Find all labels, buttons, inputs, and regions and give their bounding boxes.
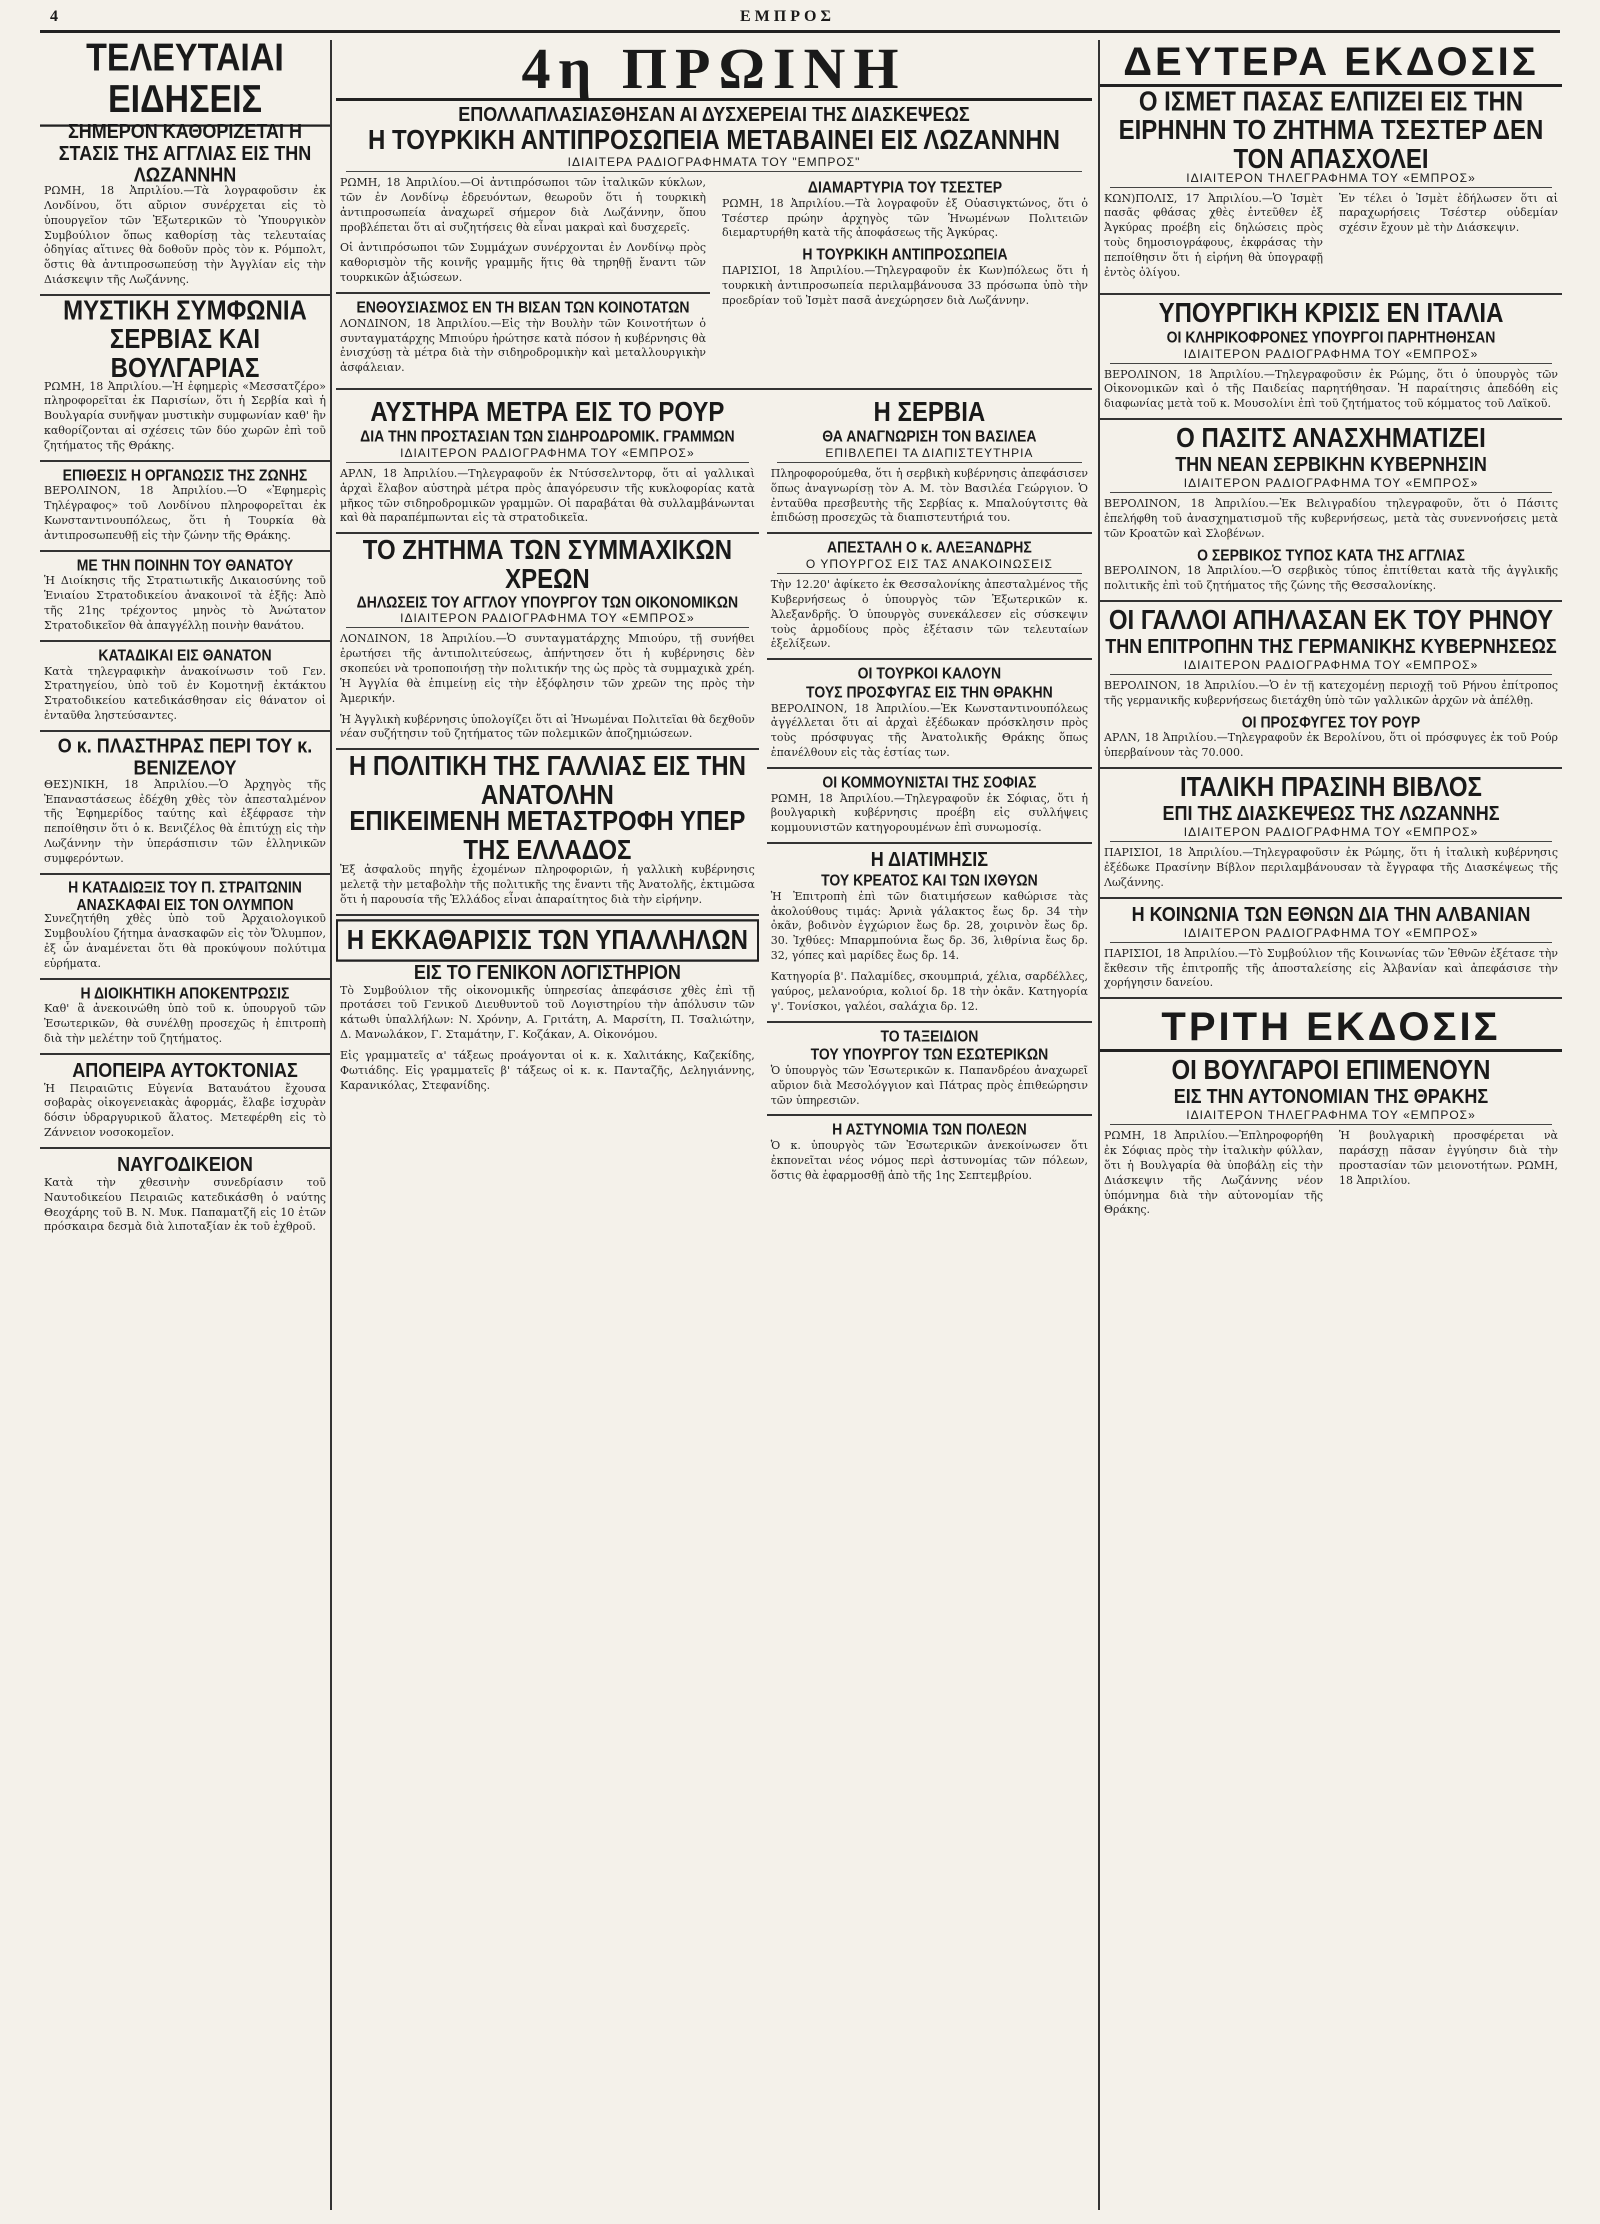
article-headline: ΤΟ ΖΗΤΗΜΑ ΤΩΝ ΣΥΜΜΑΧΙΚΩΝ ΧΡΕΩΝ: [362, 535, 733, 596]
article-body: Ὁ κ. ὑπουργὸς τῶν Ἐσωτερικῶν ἀνεκοίνωσεν ὅτι ἐκπονεῖται νέος νόμος περὶ ἀστυνομίας τῶν πόλεων, ὅστις θὰ ἐφαρμοσθῇ ἀπὸ τῆς 1ης Σεπτεμβρίου.: [770, 1139, 1088, 1182]
dispatch-label: ΙΔΙΑΙΤΕΡΟΝ ΤΗΛΕΓΡΑΦΗΜΑ ΤΟΥ «ΕΜΠΡΟΣ»: [1110, 171, 1552, 188]
article-body: ΑΡΛΝ, 18 Ἀπριλίου.—Τηλεγραφοῦν ἐκ Ντύσσελντορφ, ὅτι αἱ γαλλικαὶ ἀρχαὶ ἔλαβον αὐστηρὰ μέτρα πρὸς ἀπαγόρευσιν τῆς κυκλοφορίας κατὰ μῆκος τῶν σιδηροδρομικῶν γραμμῶν. Οἱ παραβάται θὰ συλλαμβάνωνται καὶ θὰ παραπέμπωνται εἰς τὰ στρατοδικεῖα.: [340, 466, 755, 525]
article-body: ΡΩΜΗ, 18 Ἀπριλίου.—Ἡ ἐφημερὶς «Μεσσατζέρο» πληροφορεῖται ἐκ Παρισίων, ὅτι ἡ Σερβία καὶ ἡ Βουλγαρία συνῆψαν μυστικὴν συμφωνίαν καθ' ἣν καθορίζονται αἱ σχέσεις τῶν δύο χωρῶν ἐπὶ τοῦ ζητήματος τῆς Θράκης.: [44, 379, 326, 452]
article-headline: Η ΑΣΤΥΝΟΜΙΑ ΤΩΝ ΠΟΛΕΩΝ: [832, 1120, 1027, 1139]
article-body: Εἰς γραμματεῖς α' τάξεως προάγονται οἱ κ. κ. Χαλιτάκης, Καζεκίδης, Φωτιάδης. Εἰς γραμματεῖς β' τάξεως οἱ κ. κ. Πανταζῆς, Δεληγιάννης, Καρανικόλας, Στεφανίδης.: [340, 1049, 755, 1092]
article-body: ΒΕΡΟΛΙΝΟΝ, 18 Ἀπριλίου.—Τηλεγραφοῦσιν ἐκ Ρώμης, ὅτι ὁ ὑπουργὸς τῶν Οἰκονομικῶν καὶ ὁ τῆς Παιδείας παρητήθησαν. Ἡ παραίτησις ἀπεδόθη εἰς διαφωνίας μετὰ τοῦ κ. Μουσολίνι ἐπὶ τοῦ ζητήματος τοῦ κόμματος τοῦ Λαϊκοῦ.: [1104, 367, 1558, 411]
dispatch-label: ΙΔΙΑΙΤΕΡΟΝ ΤΗΛΕΓΡΑΦΗΜΑ ΤΟΥ «ΕΜΠΡΟΣ»: [1110, 1108, 1552, 1125]
latest-news-title: ΤΕΛΕΥΤΑΙΑΙ ΕΙΔΗΣΕΙΣ: [40, 40, 330, 127]
article-headline: ΙΤΑΛΙΚΗ ΠΡΑΣΙΝΗ ΒΙΒΛΟΣ: [1180, 772, 1482, 804]
article-headline: ΑΠΕΣΤΑΛΗ Ο κ. ΑΛΕΞΑΝΔΡΗΣ: [827, 538, 1032, 557]
article-headline: ΟΙ ΤΟΥΡΚΟΙ ΚΑΛΟΥΝ: [857, 663, 1002, 683]
dispatch-label: ΙΔΙΑΙΤΕΡΟΝ ΡΑΔΙΟΓΡΑΦΗΜΑ ΤΟΥ «ΕΜΠΡΟΣ»: [1110, 926, 1552, 943]
article-headline: ΝΑΥΓΟΔΙΚΕΙΟΝ: [117, 1152, 253, 1176]
article-body: ΡΩΜΗ, 18 Ἀπριλίου.—Ἐπληροφορήθη ἐκ Σόφιας πρὸς τὴν ἰταλικὴν φύλλαν, ὅτι ἡ Βουλγαρία θὰ ὑποβάλῃ εἰς τὴν Διάσκεψιν τῆς Λωζάννης νέον ὑπόμνημα διὰ τὴν αὐτονομίαν τῆς Θράκης.: [1104, 1129, 1323, 1217]
dispatch-label: ΙΔΙΑΙΤΕΡΟΝ ΡΑΔΙΟΓΡΑΦΗΜΑ ΤΟΥ «ΕΜΠΡΟΣ»: [1110, 658, 1552, 675]
article-body: ΡΩΜΗ, 18 Ἀπριλίου.—Τηλεγραφοῦν ἐκ Σόφιας, ὅτι ἡ βουλγαρικὴ κυβέρνησις προέβη εἰς συλλήψεις κομμουνιστῶν κατηγορουμένων ἐπὶ συνωμοσίᾳ.: [770, 791, 1088, 835]
article-subheadline: ΕΙΣ ΤΟ ΓΕΝΙΚΟΝ ΛΟΓΙΣΤΗΡΙΟΝ: [413, 960, 681, 984]
article-body: ΚΩΝ)ΠΟΛΙΣ, 17 Ἀπριλίου.—Ὁ Ἰσμὲτ πασᾶς φθάσας χθὲς ἐντεῦθεν ἐξ Ἀγκύρας προέβη εἰς δηλώσεις πρὸς τοὺς δημοσιογράφους, ἐκφράσας τὴν πεποίθησιν ὅτι ἡ εἰρήνη θὰ ὑπογραφῇ ἐντὸς ὀλίγου.: [1104, 191, 1323, 279]
article-body: ΡΩΜΗ, 18 Ἀπριλίου.—Τὰ λογραφοῦν ἐξ Οὐασιγκτώνος, ὅτι ὁ Τσέστερ πρώην ἀρχηγὸς τῶν Ἡνωμένων Πολιτειῶν διεμαρτυρήθη κατὰ τῆς ἀποφάσεως τῆς Ἀγκύρας.: [722, 196, 1088, 240]
article-body: Συνεζητήθη χθὲς ὑπὸ τοῦ Ἀρχαιολογικοῦ Συμβουλίου ζήτημα ἀνασκαφῶν εἰς τὸν Ὄλυμπον, ἐξ ὧν ἀναμένεται ὅτι θὰ προκύψουν πολύτιμα εὑρήματα.: [44, 912, 326, 970]
dispatch-label: ΙΔΙΑΙΤΕΡΟΝ ΡΑΔΙΟΓΡΑΦΗΜΑ ΤΟΥ «ΕΜΠΡΟΣ»: [1110, 825, 1552, 842]
article-body: Ἡ βουλγαρικὴ προσφέρεται νὰ παράσχῃ πᾶσαν ἐγγύησιν διὰ τὴν προστασίαν τῶν μειονοτήτων. ΡΩΜΗ, 18 Ἀπριλίου.: [1339, 1129, 1558, 1187]
article-subheadline: ΘΑ ΑΝΑΓΝΩΡΙΣΗ ΤΟΝ ΒΑΣΙΛΕΑ: [822, 426, 1037, 446]
article-headline: ΟΙ ΚΟΜΜΟΥΝΙΣΤΑΙ ΤΗΣ ΣΟΦΙΑΣ: [822, 772, 1037, 792]
third-edition-title: ΤΡΙΤΗ ΕΚΔΟΣΙΣ: [1100, 1005, 1562, 1052]
article-body: Ἡ Πειραιῶτις Εὐγενία Βαταυάτου ἔχουσα σοβαρὰς οἰκογενειακὰς ἀφορμάς, ἔλαβε ἰσχυρὰν δόσιν ὑδραργυρικοῦ ἅλατος. Μετεφέρθη εἰς τὸ Ζάννειον νοσοκομεῖον.: [44, 1081, 326, 1140]
dispatch-label: ΙΔΙΑΙΤΕΡΟΝ ΡΑΔΙΟΓΡΑΦΗΜΑ ΤΟΥ «ΕΜΠΡΟΣ»: [1110, 476, 1552, 493]
article-headline: ΚΑΤΑΔΙΚΑΙ ΕΙΣ ΘΑΝΑΤΟΝ: [98, 645, 272, 665]
article-subheadline: ΕΠΙ ΤΗΣ ΔΙΑΣΚΕΨΕΩΣ ΤΗΣ ΛΩΖΑΝΝΗΣ: [1162, 801, 1500, 825]
article-subheadline: ΔΗΛΩΣΕΙΣ ΤΟΥ ΑΓΓΛΟΥ ΥΠΟΥΡΓΟΥ ΤΩΝ ΟΙΚΟΝΟΜΙΚΩΝ: [356, 592, 739, 611]
dispatch-label: Ο ΥΠΟΥΡΓΟΣ ΕΙΣ ΤΑΣ ΑΝΑΚΟΙΝΩΣΕΙΣ: [777, 557, 1082, 574]
article-headline: Η ΔΙΟΙΚΗΤΙΚΗ ΑΠΟΚΕΝΤΡΩΣΙΣ: [80, 983, 290, 1002]
article-body: ΠΑΡΙΣΙΟΙ, 18 Ἀπριλίου.—Τηλεγραφοῦν ἐκ Κων)πόλεως ὅτι ἡ τουρκικὴ ἀντιπροσωπεία περιλαμβάνουσα 33 πρόσωπα ὑπὸ τὴν προεδρίαν τοῦ Ἰσμὲτ πασᾶ ἀνεχώρησεν διὰ Λωζάννην.: [722, 263, 1088, 307]
edition-title: 4η ΠΡΩΙΝΗ: [336, 40, 1092, 101]
left-column: [40, 40, 332, 2210]
article-headline: ΑΠΟΠΕΙΡΑ ΑΥΤΟΚΤΟΝΙΑΣ: [72, 1058, 298, 1082]
article-body: Κατηγορία β'. Παλαμίδες, σκουμπριά, χέλια, σαρδέλλες, γαύρος, μελανούρια, κολιοί δρ. 18 τὴν ὀκᾶν. Κατηγορία γ'. Τονίσκοι, γαλέοι, σαλάχια δρ. 12.: [770, 969, 1088, 1013]
article-body: Ἡ Ἐπιτροπὴ ἐπὶ τῶν διατιμήσεων καθώρισε τὰς ἀκολούθους τιμάς: Ἀρνιὰ γάλακτος ἔως δρ. 34 τὴν ὀκᾶν, βοδινὸν ἐγχώριον ἔως δρ. 28, χοιρινὸν ἔως δρ. 30. Ἰχθύες: Μπαρμπούνια ἔως δρ. 36, λιθρίνια ἔως δρ. 32, γόπες καὶ μαρίδες ἔως δρ. 14.: [770, 889, 1088, 963]
article-body: Οἱ ἀντιπρόσωποι τῶν Συμμάχων συνέρχονται ἐν Λονδίνῳ πρὸς καθορισμὸν τῆς κοινῆς γραμμῆς ἥτις θὰ τηρηθῇ ἔναντι τῶν τουρκικῶν ἀξιώσεων.: [340, 241, 706, 285]
article-body: Ἡ Διοίκησις τῆς Στρατιωτικῆς Δικαιοσύνης τοῦ Ἑνιαίου Στρατοδικείου ἀνακοινοῖ τὰ ἑξῆς: Ἀπὸ τῆς 21ης τρέχοντος μηνὸς τὸ Ἀνώτατον Στρατοδικεῖον θὰ ἀπαγγέλλῃ ποινὴν θανάτου.: [44, 574, 326, 633]
dispatch-label: ΕΠΙΒΛΕΠΕΙ ΤΑ ΔΙΑΠΙΣΤΕΥΤΗΡΙΑ: [777, 446, 1082, 463]
newspaper-name: ΕΜΠΡΟΣ: [740, 8, 835, 25]
article-headline: Η ΔΙΑΤΙΜΗΣΙΣ: [870, 847, 989, 871]
article-headline: ΜΥΣΤΙΚΗ ΣΥΜΦΩΝΙΑ ΣΕΡΒΙΑΣ ΚΑΙ ΒΟΥΛΓΑΡΙΑΣ: [63, 295, 307, 385]
article-body: ΒΕΡΟΛΙΝΟΝ, 18 Ἀπριλίου.—Ἐκ Κωνσταντινουπόλεως ἀγγέλλεται ὅτι αἱ ἀρχαὶ ἐξέδωκαν πρόσκλησιν πρὸς τοὺς πρόσφυγας τῆς Ἀνατολικῆς Θράκης ὅπως ἐπανέλθουν εἰς τὰς ἑστίας των.: [770, 701, 1088, 760]
article-headline: ΟΙ ΒΟΥΛΓΑΡΟΙ ΕΠΙΜΕΝΟΥΝ: [1171, 1055, 1491, 1087]
masthead: [40, 8, 1560, 33]
article-headline: Η ΕΚΚΑΘΑΡΙΣΙΣ ΤΩΝ ΥΠΑΛΛΗΛΩΝ: [336, 919, 759, 962]
article-headline: ΑΥΣΤΗΡΑ ΜΕΤΡΑ ΕΙΣ ΤΟ ΡΟΥΡ: [370, 397, 725, 429]
article-body: Κατὰ τηλεγραφικὴν ἀνακοίνωσιν τοῦ Γεν. Στρατηγείου, ὑπὸ τοῦ ἐν Κομοτηνῇ ἐκτάκτου Στρατοδικείου κατεδικάσθησαν εἰς θάνατον οἱ ἐνταῦθα ληστεύσαντες.: [44, 664, 326, 723]
article-body: Ἐξ ἀσφαλοῦς πηγῆς ἐχομένων πληροφοριῶν, ἡ γαλλικὴ κυβέρνησις μελετᾷ τὴν μεταβολὴν τῆς πολιτικῆς της ἔναντι τῆς Ἀνατολῆς, ἐκτιμῶσα ὅτι ἡ παρουσία τῆς Ἑλλάδος εἶναι ἀπαραίτητος διὰ τὴν εἰρήνην.: [340, 863, 755, 906]
article-subheadline: Ο ΣΕΡΒΙΚΟΣ ΤΥΠΟΣ ΚΑΤΑ ΤΗΣ ΑΓΓΛΙΑΣ: [1197, 545, 1465, 564]
article-body: Τὴν 12.20' ἀφίκετο ἐκ Θεσσαλονίκης ἀπεσταλμένος τῆς Κυβερνήσεως ὁ ὑπουργὸς τῶν Ἐξωτερικῶν κ. Ἀλεξανδρῆς. Ὁ ὑπουργὸς συνεκάλεσεν εἰς σύσκεψιν τοὺς ἀρμοδίους πρὸς ἐξέτασιν τῶν τελευταίων ἐξελίξεων.: [770, 577, 1088, 651]
article-subheadline: ΔΙΑ ΤΗΝ ΠΡΟΣΤΑΣΙΑΝ ΤΩΝ ΣΙΔΗΡΟΔΡΟΜΙΚ. ΓΡΑΜΜΩΝ: [360, 426, 735, 446]
right-column: [1098, 40, 1562, 2210]
article-body: Ἡ Ἀγγλικὴ κυβέρνησις ὑπολογίζει ὅτι αἱ Ἡνωμέναι Πολιτεῖαι θὰ δεχθοῦν νέαν συζήτησιν τοῦ ζητήματος τῶν πολεμικῶν ἀποζημιώσεων.: [340, 712, 755, 741]
article-body: ΠΑΡΙΣΙΟΙ, 18 Ἀπριλίου.—Τηλεγραφοῦσιν ἐκ Ρώμης, ὅτι ἡ ἰταλικὴ κυβέρνησις ἐξέδωκε Πρασίνην Βίβλον περιλαμβάνουσαν τὰ ἔγγραφα τῆς Διασκέψεως τῆς Λωζάννης.: [1104, 846, 1558, 889]
article-subheadline: ΟΙ ΚΛΗΡΙΚΟΦΡΟΝΕΣ ΥΠΟΥΡΓΟΙ ΠΑΡΗΤΗΘΗΣΑΝ: [1166, 327, 1496, 346]
center-column: [336, 40, 1092, 2210]
dispatch-label: ΙΔΙΑΙΤΕΡΟΝ ΡΑΔΙΟΓΡΑΦΗΜΑ ΤΟΥ «ΕΜΠΡΟΣ»: [346, 611, 749, 628]
dispatch-label: ΙΔΙΑΙΤΕΡΟΝ ΡΑΔΙΟΓΡΑΦΗΜΑ ΤΟΥ «ΕΜΠΡΟΣ»: [346, 446, 749, 463]
article-subheadline: ΤΟΥΣ ΠΡΟΣΦΥΓΑΣ ΕΙΣ ΤΗΝ ΘΡΑΚΗΝ: [806, 682, 1053, 702]
article-body: ΛΟΝΔΙΝΟΝ, 18 Ἀπριλίου.—Ὁ συνταγματάρχης Μπιούρυ, τῇ συνήθει ἐρωτήσει τῆς ἀντιπολιτεύσεως, ἀπήντησεν ὅτι ἡ κυβέρνησις δὲν σκοπεύει νὰ τροποποιήσῃ τὴν πολιτικήν της ὡς πρὸς τὰ συμμαχικὰ χρέη. Ἡ Ἀγγλία θὰ ἐπιμείνῃ εἰς τὴν ἐξόφλησιν τῶν χρεῶν της πρὸς τὴν Ἀμερικήν.: [340, 632, 755, 705]
article-subheadline: ΕΙΣ ΤΗΝ ΑΥΤΟΝΟΜΙΑΝ ΤΗΣ ΘΡΑΚΗΣ: [1173, 1084, 1489, 1108]
article-body: ΒΕΡΟΛΙΝΟΝ, 18 Ἀπριλίου.—Ἐκ Βελιγραδίου τηλεγραφοῦν, ὅτι ὁ Πάσιτς ἐπελήφθη τοῦ ἀνασχηματισμοῦ τῆς κυβερνήσεως, μετὰ τὰς συνεννοήσεις μετὰ τῶν Κροατῶν καὶ Σλοβένων.: [1104, 497, 1558, 540]
article-headline: Ο κ. ΠΛΑΣΤΗΡΑΣ ΠΕΡΙ ΤΟΥ κ. ΒΕΝΙΖΕΛΟΥ: [57, 733, 313, 779]
article-headline: ΟΙ ΓΑΛΛΟΙ ΑΠΗΛΑΣΑΝ ΕΚ ΤΟΥ ΡΗΝΟΥ: [1108, 604, 1554, 637]
article-headline: Η ΚΑΤΑΔΙΩΞΙΣ ΤΟΥ Π. ΣΤΡΑΙΤΩΝΙΝ ΑΝΑΣΚΑΦΑΙ ΕΙΣ ΤΟΝ ΟΛΥΜΠΟΝ: [68, 877, 302, 913]
dispatch-label: ΙΔΙΑΙΤΕΡΟΝ ΡΑΔΙΟΓΡΑΦΗΜΑ ΤΟΥ «ΕΜΠΡΟΣ»: [1110, 347, 1552, 364]
article-body: ΛΟΝΔΙΝΟΝ, 18 Ἀπριλίου.—Εἰς τὴν Βουλὴν τῶν Κοινοτήτων ὁ συνταγματάρχης Μπιούρυ ἠρώτησε κατὰ πόσον ἡ κυβέρνησις θὰ ἐνισχύσῃ τὰ μέτρα διὰ τὴν σιδηροδρομικὴν καὶ μεταλλουργικὴν ἀσφάλειαν.: [340, 316, 706, 375]
article-headline: ΕΠΙΚΕΙΜΕΝΗ ΜΕΤΑΣΤΡΟΦΗ ΥΠΕΡ ΤΗΣ ΕΛΛΑΔΟΣ: [349, 805, 746, 866]
article-headline: ΕΝΘΟΥΣΙΑΣΜΟΣ ΕΝ ΤΗ ΒΙΣΑΝ ΤΩΝ ΚΟΙΝΟΤΑΤΩΝ: [356, 297, 690, 317]
article-body: Καθ' ἃ ἀνεκοινώθη ὑπὸ τοῦ κ. ὑπουργοῦ τῶν Ἐσωτερικῶν, θὰ συνέλθῃ προσεχῶς ἡ ἐπιτροπὴ διὰ τὴν μελέτην τοῦ ζητήματος.: [44, 1002, 326, 1045]
article-headline: ΕΠΙΘΕΣΙΣ Η ΟΡΓΑΝΩΣΙΣ ΤΗΣ ΖΩΝΗΣ: [62, 465, 308, 484]
article-body: ΡΩΜΗ, 18 Ἀπριλίου.—Τὰ λογραφοῦσιν ἐκ Λονδίνου, ὅτι αὔριον συνέρχεται εἰς τὸ ὑπουργεῖον τῶν Ἐξωτερικῶν τὸ Ὑπουργικὸν Συμβούλιον ὅπως καθορίσῃ τὰς τελευταίας ὁδηγίας αἵτινες θὰ δοθοῦν πρὸς τὸν κ. Ρόμπολτ, ὅστις θὰ ἀντιπροσωπεύσῃ τὴν Ἀγγλίαν εἰς τὴν Διάσκεψιν τῆς Λωζάννης.: [44, 184, 326, 287]
article-headline: Η ΚΟΙΝΩΝΙΑ ΤΩΝ ΕΘΝΩΝ ΔΙΑ ΤΗΝ ΑΛΒΑΝΙΑΝ: [1131, 902, 1531, 926]
second-edition-title: ΔΕΥΤΕΡΑ ΕΚΔΟΣΙΣ: [1100, 40, 1562, 87]
dispatch-label: ΙΔΙΑΙΤΕΡΑ ΡΑΔΙΟΓΡΑΦΗΜΑΤΑ ΤΟΥ "ΕΜΠΡΟΣ": [346, 155, 1082, 172]
article-subheadline: ΤΟΥ ΚΡΕΑΤΟΣ ΚΑΙ ΤΩΝ ΙΧΘΥΩΝ: [821, 870, 1038, 890]
article-headline: ΔΙΑΜΑΡΤΥΡΙΑ ΤΟΥ ΤΣΕΣΤΕΡ: [807, 177, 1003, 197]
article-headline: ΤΟ ΤΑΞΕΙΔΙΟΝ: [880, 1026, 979, 1045]
article-headline: Η ΣΕΡΒΙΑ: [873, 397, 986, 429]
article-body: Ἐν τέλει ὁ Ἰσμὲτ ἐδήλωσεν ὅτι αἱ παραχωρήσεις Τσέστερ οὐδεμίαν σχέσιν ἔχουν μὲ τὴν Διάσκεψιν.: [1339, 191, 1558, 235]
article-body: ΑΡΛΝ, 18 Ἀπριλίου.—Τηλεγραφοῦν ἐκ Βερολίνου, ὅτι οἱ πρόσφυγες ἐκ τοῦ Ρούρ ὑπερβαίνουν τὰς 70.000.: [1104, 731, 1558, 760]
article-headline: Η ΤΟΥΡΚΙΚΗ ΑΝΤΙΠΡΟΣΩΠΕΙΑ: [802, 245, 1008, 264]
article-subheadline: ΤΗΝ ΕΠΙΤΡΟΠΗΝ ΤΗΣ ΓΕΡΜΑΝΙΚΗΣ ΚΥΒΕΡΝΗΣΕΩΣ: [1105, 634, 1557, 658]
lead-headline: ΕΠΟΛΛΑΠΛΑΣΙΑΣΘΗΣΑΝ ΑΙ ΔΥΣΧΕΡΕΙΑΙ ΤΗΣ ΔΙΑΣΚΕΨΕΩΣ: [458, 102, 970, 126]
article-headline: Ο ΠΑΣΙΤΣ ΑΝΑΣΧΗΜΑΤΙΖΕΙ: [1176, 422, 1486, 455]
article-body: Κατὰ τὴν χθεσινὴν συνεδρίασιν τοῦ Ναυτοδικείου Πειραιῶς κατεδικάσθη ὁ ναύτης Θεοχάρης τοῦ Β. Ν. Μυκ. Παπαματζῆ εἰς 10 ἐτῶν πρόσκαιρα δεσμὰ διὰ λιποταξίαν ἐκ τοῦ ἐχθροῦ.: [44, 1175, 326, 1234]
article-subheadline: ΤΗΝ ΝΕΑΝ ΣΕΡΒΙΚΗΝ ΚΥΒΕΡΝΗΣΙΝ: [1175, 452, 1487, 476]
article-body: ΒΕΡΟΛΙΝΟΝ, 18 Ἀπριλίου.—Ὁ ἐν τῇ κατεχομένῃ περιοχῇ τοῦ Ρήνου ἐπίτροπος τῆς γερμανικῆς κυβερνήσεως διετάχθη ὑπὸ τῶν γαλλικῶν ἀρχῶν νὰ ἀπέλθῃ.: [1104, 679, 1558, 707]
article-headline: ΥΠΟΥΡΓΙΚΗ ΚΡΙΣΙΣ ΕΝ ΙΤΑΛΙΑ: [1158, 297, 1504, 329]
lead-headline: Η ΤΟΥΡΚΙΚΗ ΑΝΤΙΠΡΟΣΩΠΕΙΑ ΜΕΤΑΒΑΙΝΕΙ ΕΙΣ ΛΩΖΑΝΝΗΝ: [368, 124, 1060, 156]
article-body: ΒΕΡΟΛΙΝΟΝ, 18 Ἀπριλίου.—Ὁ «Ἐφημερὶς Τηλέγραφος» τοῦ Λονδίνου πληροφορεῖται ἐκ Κωνσταντινουπόλεως, ὅτι ἡ Τουρκία θὰ ἀντιπροσωπευθῇ εἰς τὴν ζώνην τῆς Θράκης.: [44, 484, 326, 542]
article-body: ΡΩΜΗ, 18 Ἀπριλίου.—Οἱ ἀντιπρόσωποι τῶν ἰταλικῶν κύκλων, τῶν ἐν Λονδίνῳ ἐδρευόντων, θεωροῦν ὅτι ἡ τουρκικὴ ἀντιπροσωπεία ἀναχωρεῖ σήμερον διὰ Λωζάννην, ὅπου προβλέπεται ὅτι αἱ συζητήσεις θὰ εἶναι μακραὶ καὶ δυσχερεῖς.: [340, 176, 706, 234]
article-body: ΒΕΡΟΛΙΝΟΝ, 18 Ἀπριλίου.—Ὁ σερβικὸς τύπος ἐπιτίθεται κατὰ τῆς ἀγγλικῆς πολιτικῆς ἐπὶ τοῦ ζητήματος τῆς ζώνης τῆς Θεσσαλονίκης.: [1104, 564, 1558, 593]
article-body: Ὁ ὑπουργὸς τῶν Ἐσωτερικῶν κ. Παπανδρέου ἀναχωρεῖ αὔριον διὰ Μεσολόγγιον καὶ Πάτρας πρὸς ἐπιθεώρησιν τῶν ὑπηρεσιῶν.: [770, 1063, 1088, 1107]
article-headline: ΣΗΜΕΡΟΝ ΚΑΘΟΡΙΖΕΤΑΙ Η ΣΤΑΣΙΣ ΤΗΣ ΑΓΓΛΙΑΣ ΕΙΣ ΤΗΝ ΛΩΖΑΝΝΗΝ: [58, 119, 312, 187]
article-body: ΠΑΡΙΣΙΟΙ, 18 Ἀπριλίου.—Τὸ Συμβούλιον τῆς Κοινωνίας τῶν Ἐθνῶν ἐξέτασε τὴν ἔκθεσιν τῆς ἐπιτροπῆς τῆς ἀποσταλείσης εἰς Ἀλβανίαν καὶ ἀπεφάσισε τὴν χορήγησιν δανείου.: [1104, 946, 1558, 990]
article-headline: Ο ΙΣΜΕΤ ΠΑΣΑΣ ΕΛΠΙΖΕΙ ΕΙΣ ΤΗΝ ΕΙΡΗΝΗΝ ΤΟ ΖΗΤΗΜΑ ΤΣΕΣΤΕΡ ΔΕΝ ΤΟΝ ΑΠΑΣΧΟΛΕΙ: [1118, 86, 1544, 176]
article-body: ΘΕΣ)ΝΙΚΗ, 18 Ἀπριλίου.—Ὁ Ἀρχηγὸς τῆς Ἐπαναστάσεως ἐδέχθη χθὲς τὸν ἀπεσταλμένον τῆς Ἐφημερίδος ταύτης καὶ ἐξέφρασε τὴν πεποίθησιν ὅτι ὁ κ. Βενιζέλος θὰ ἐπιτύχῃ εἰς τὴν Λωζάννην τὴν ὑπεράσπισιν τῶν ἑλληνικῶν συμφερόντων.: [44, 777, 326, 865]
article-subheadline: ΟΙ ΠΡΟΣΦΥΓΕΣ ΤΟΥ ΡΟΥΡ: [1241, 712, 1421, 731]
page-number: 4: [50, 8, 58, 25]
article-body: Πληροφορούμεθα, ὅτι ἡ σερβικὴ κυβέρνησις ἀπεφάσισεν ὅπως ἀναγνωρίσῃ τὸν Α. Μ. τὸν Βασιλέα Γεώργιον. Ὁ ἐνταῦθα πρεσβευτὴς τῆς Σερβίας κ. Μπαλούγτσιτς θὰ ἐπιδώσῃ προσεχῶς τὰ διαπιστευτήριά του.: [770, 466, 1088, 525]
article-subheadline: ΤΟΥ ΥΠΟΥΡΓΟΥ ΤΩΝ ΕΣΩΤΕΡΙΚΩΝ: [810, 1044, 1049, 1064]
article-headline: ΜΕ ΤΗΝ ΠΟΙΝΗΝ ΤΟΥ ΘΑΝΑΤΟΥ: [76, 555, 294, 574]
article-body: Τὸ Συμβούλιον τῆς οἰκονομικῆς ὑπηρεσίας ἀπεφάσισε χθὲς ἐπὶ τῇ προτάσει τοῦ Γενικοῦ Διευθυντοῦ τοῦ Λογιστηρίου τὴν ἀπόλυσιν τῶν κάτωθι ὑπαλλήλων: Ν. Χρόνην, Α. Γριτάτη, Α. Μαρσίτη, Π. Τσαλιώτην, Δ. Μανωλάκον, Γ. Σταμάτην, Γ. Κοζάκαν, Α. Οἰκονόμου.: [340, 983, 755, 1042]
article-headline: Η ΠΟΛΙΤΙΚΗ ΤΗΣ ΓΑΛΛΙΑΣ ΕΙΣ ΤΗΝ ΑΝΑΤΟΛΗΝ: [348, 751, 746, 812]
